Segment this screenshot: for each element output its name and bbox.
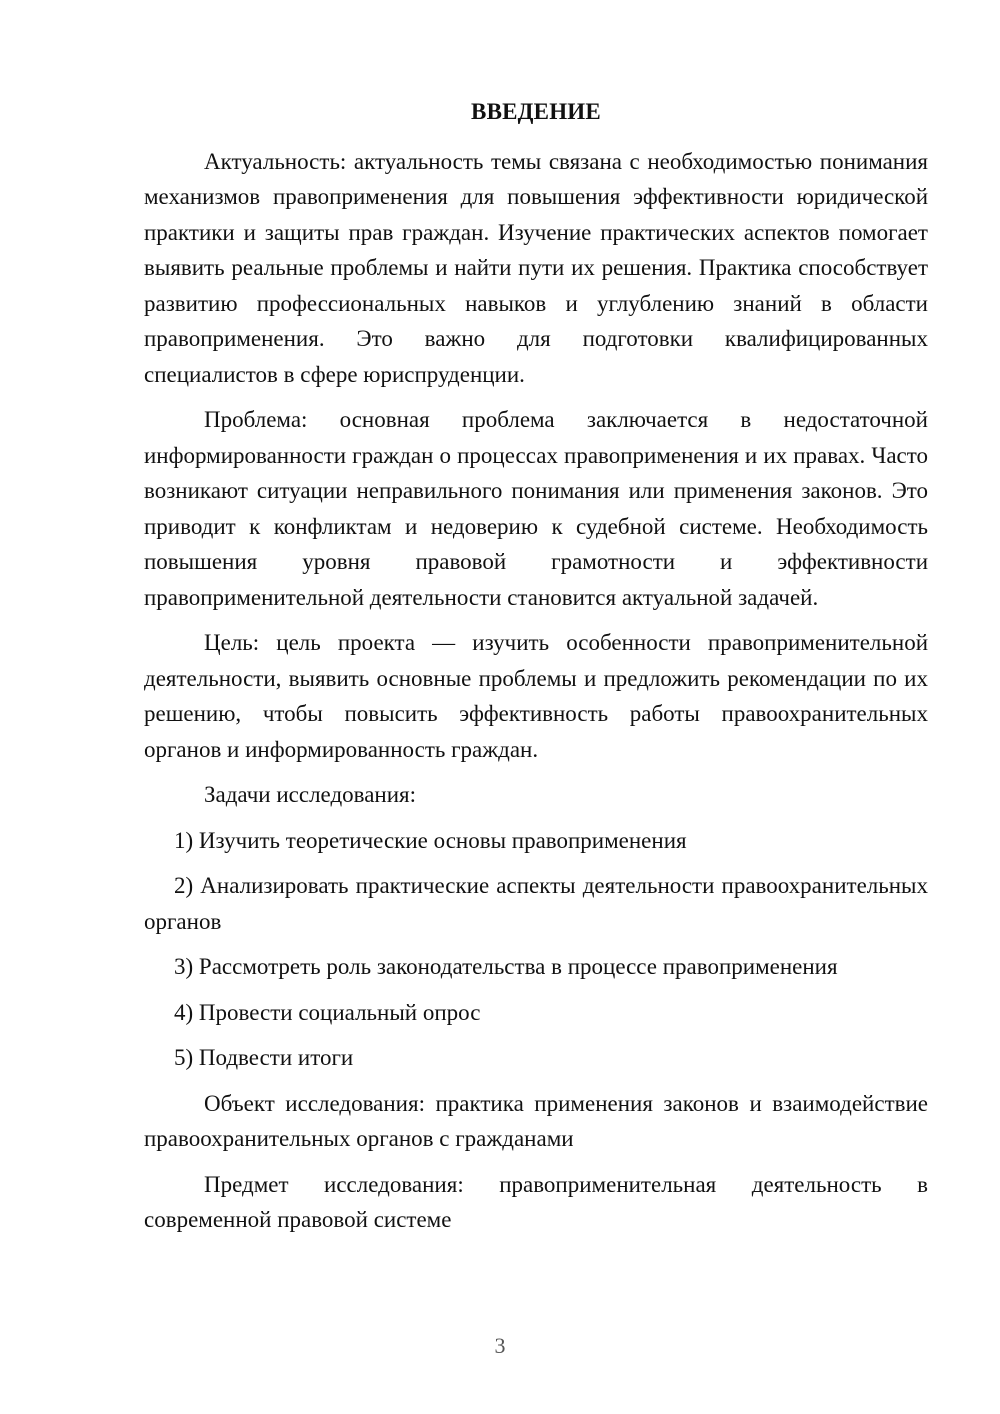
research-subject: Предмет исследования: правоприменительная деятельность в современной правовой системе <box>144 1171 928 1232</box>
task-item: 4) Провести социальный опрос <box>174 999 481 1025</box>
research-object: Объект исследования: практика применения законов и взаимодействие правоохранительных органов с гражданами <box>144 1090 928 1151</box>
paragraph-relevance: Актуальность: актуальность темы связана с необходимостью понимания механизмов правоприменения для повышения эффективности юридической практики и защиты прав граждан. Изучение практических аспектов помогает выявить реальные проблемы и найти пути их решения. Практика способствует развитию профессиональных навыков и углублению знаний в области правоприменения. Это важно для подготовки квалифицированных специалистов в сфере юриспруденции. <box>144 148 928 387</box>
task-item: 5) Подвести итоги <box>174 1045 354 1070</box>
task-item: 1) Изучить теоретические основы правоприменения <box>174 827 687 853</box>
page-title: ВВЕДЕНИЕ <box>471 99 601 124</box>
document-body <box>144 94 928 1248</box>
task-item: 3) Рассмотреть роль законодательства в процессе правоприменения <box>174 954 838 979</box>
paragraph-goal: Цель: цель проекта — изучить особенности правоприменительной деятельности, выявить основные проблемы и предложить рекомендации по их решению, чтобы повысить эффективность работы правоохранительных органов и информированность граждан. <box>144 630 928 762</box>
paragraph-problem: Проблема: основная проблема заключается в недостаточной информированности граждан о процессах правоприменения и их правах. Часто возникают ситуации неправильного понимания или применения законов. Это приводит к конфликтам и недоверию к судебной системе. Необходимость повышения уровня правовой грамотности и эффективности правоприменительной деятельности становится актуальной задачей. <box>144 407 928 610</box>
page-number: 3 <box>494 1333 506 1358</box>
tasks-heading: Задачи исследования: <box>204 782 417 807</box>
task-item: 2) Анализировать практические аспекты деятельности правоохранительных органов <box>144 873 928 934</box>
